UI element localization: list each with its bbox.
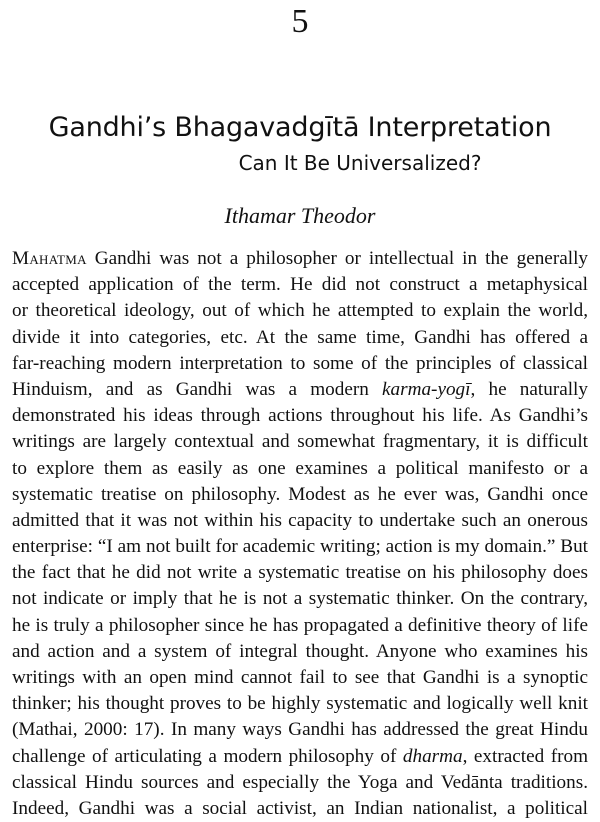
text-line: he is truly a philosopher since he has propagated a definitive theory of life: [12, 614, 588, 636]
text-line: divide it into categories, etc. At the same time, Gandhi has offered a: [12, 326, 588, 348]
text-line: and action and a system of integral thought. Anyone who examines his: [12, 640, 588, 662]
text-line: to explore them as easily as one examines a political manifesto or a: [12, 457, 588, 479]
text-line: Indeed, Gandhi was a social activist, an Indian nationalist, a political: [12, 797, 588, 819]
text-line: far-reaching modern interpretation to some of the principles of classical: [12, 352, 588, 374]
text-line: enterprise: “I am not built for academic writing; action is my domain.” But: [12, 536, 588, 558]
text-line: admitted that it was not within his capacity to undertake such an onerous: [12, 509, 588, 531]
text-line-content: Hinduism, and as Gandhi was a modern: [12, 378, 383, 400]
italic-term: dharma: [402, 745, 463, 767]
opening-word: Mahatma: [12, 248, 87, 269]
text-line: [12, 246, 588, 272]
text-line: not indicate or imply that he is not a systematic thinker. On the contrary,: [12, 588, 588, 610]
text-line-content: , he naturally: [470, 378, 588, 400]
text-line: the fact that he did not write a systematic treatise on his philosophy does: [12, 562, 588, 584]
text-line: classical Hindu sources and especially the Yoga and Vedānta traditions.: [12, 771, 588, 793]
text-line-content: Gandhi was not a philosopher or intellectual in the generally: [86, 248, 588, 269]
text-line-content: , extracted from: [462, 745, 589, 767]
chapter-author: Ithamar Theodor: [224, 203, 376, 228]
chapter-subtitle: Can It Be Universalized?: [238, 151, 482, 175]
text-line: writings with an open mind cannot fail to see that Gandhi is a synoptic: [12, 667, 588, 688]
chapter-title: Gandhi’s Bhagavadgītā Interpretation: [48, 112, 552, 143]
text-line: demonstrated his ideas through actions throughout his life. As Gandhi’s: [12, 405, 588, 427]
text-line: or theoretical ideology, out of which he attempted to explain the world,: [12, 300, 588, 322]
chapter-number: 5: [291, 3, 309, 40]
text-line: (Mathai, 2000: 17). In many ways Gandhi has addressed the great Hindu: [12, 719, 588, 741]
text-line: [12, 377, 588, 403]
text-line: thinker; his thought proves to be highly systematic and logically well knit: [12, 693, 588, 715]
text-line: [12, 744, 588, 770]
text-line: systematic treatise on philosophy. Modest as he ever was, Gandhi once: [12, 483, 588, 505]
text-line: writings are largely contextual and somewhat fragmentary, it is difficult: [12, 431, 588, 453]
text-line-content: challenge of articulating a modern philosophy of: [12, 745, 403, 767]
text-line: accepted application of the term. He did not construct a metaphysical: [12, 274, 588, 296]
body-paragraph: [12, 246, 588, 822]
italic-term: karma-yogī: [382, 378, 471, 400]
